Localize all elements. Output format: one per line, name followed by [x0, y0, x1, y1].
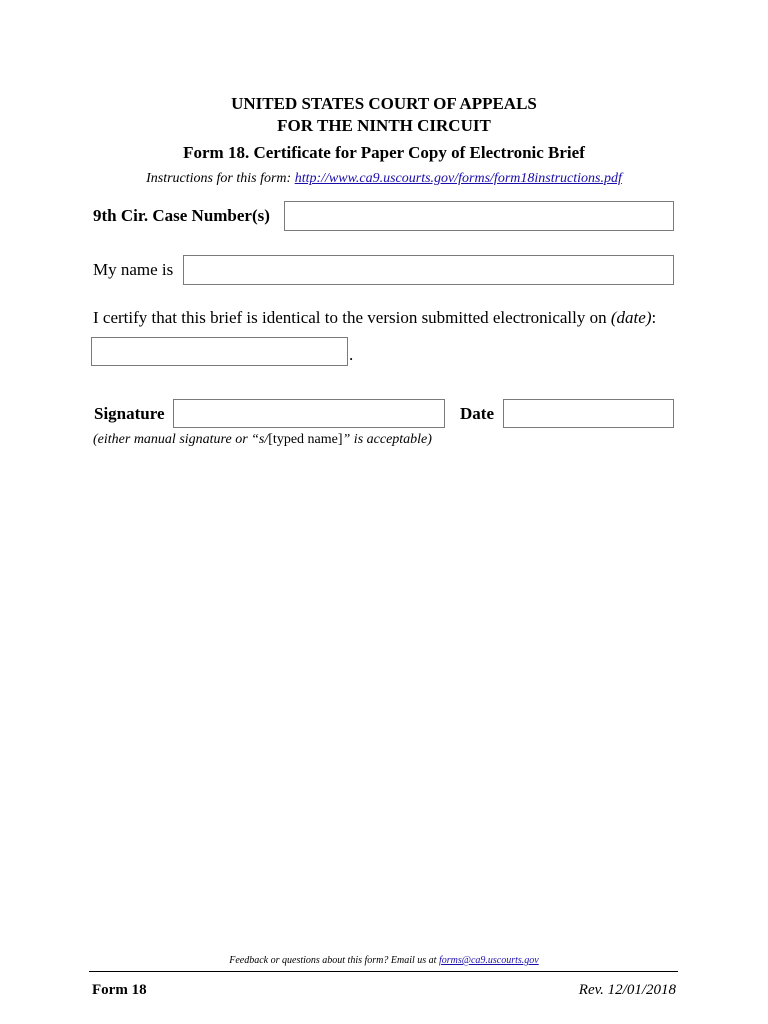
signature-note-pre: (either manual signature or “s/: [93, 432, 269, 447]
signature-label: Signature: [94, 404, 165, 423]
certify-date-word: (date): [610, 308, 652, 327]
name-input[interactable]: [183, 255, 674, 285]
court-name-line1: UNITED STATES COURT OF APPEALS: [231, 94, 537, 113]
instructions-line: [0, 171, 768, 187]
date-submitted-input[interactable]: [91, 337, 348, 366]
date-label: Date: [460, 404, 494, 423]
date-period: .: [349, 345, 354, 364]
signature-note: [93, 432, 432, 448]
feedback-email-link[interactable]: forms@ca9.uscourts.gov: [438, 955, 539, 966]
case-number-label: 9th Cir. Case Number(s): [93, 206, 270, 225]
instructions-prefix: Instructions for this form:: [146, 171, 295, 186]
form-title: Form 18. Certificate for Paper Copy of Electronic Brief: [183, 143, 585, 162]
name-label: My name is: [93, 260, 174, 279]
date-input[interactable]: [503, 399, 674, 428]
footer-divider: [89, 971, 678, 972]
court-name-line2: FOR THE NINTH CIRCUIT: [277, 116, 491, 135]
instructions-link[interactable]: http://www.ca9.uscourts.gov/forms/form18instructions.pdf: [294, 171, 622, 186]
certify-text: I certify that this brief is identical to the version submitted electronically on: [93, 308, 611, 327]
case-number-input[interactable]: [284, 201, 674, 231]
footer-revision: Rev. 12/01/2018: [578, 982, 676, 998]
signature-input[interactable]: [173, 399, 445, 428]
certify-statement: [93, 308, 656, 328]
certify-colon: :: [651, 308, 657, 327]
signature-note-typed: [typed name]: [268, 432, 343, 447]
footer-form-label: Form 18: [92, 982, 147, 998]
signature-note-post: ” is acceptable): [342, 432, 432, 447]
feedback-line: [0, 955, 768, 966]
feedback-text: Feedback or questions about this form? Email us at: [229, 955, 439, 966]
